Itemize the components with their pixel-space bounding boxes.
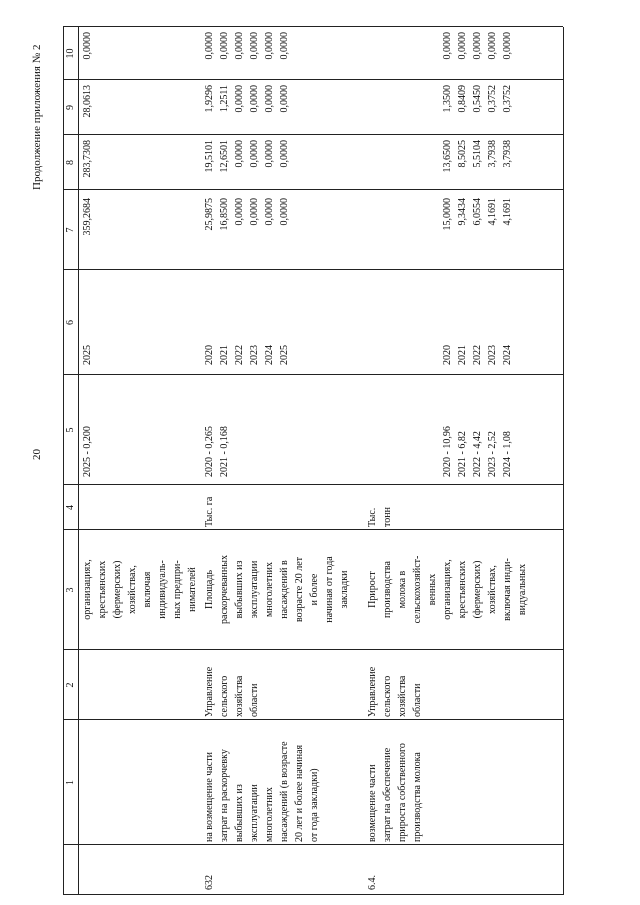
top-target-value: 2025 - 0,200	[82, 426, 93, 477]
top-c9: 28,0613	[82, 85, 93, 118]
row-64-c8: 13,6500 8,5025 5,5104 3,7938 3,7938	[442, 140, 513, 173]
row-64-targets: 2020 - 10,96 2021 - 6,82 2022 - 4,42 2023 - 2,52 2024 - 1,08	[442, 426, 513, 477]
page-number: 20	[31, 449, 43, 460]
col-number-7: 7	[65, 227, 76, 233]
col-number-1: 1	[65, 780, 76, 785]
col-number-5: 5	[65, 427, 76, 433]
row-64-name: возмещение части затрат на обеспечение прироста собственного производства молока	[367, 743, 423, 842]
top-c10: 0,0000	[82, 32, 93, 60]
row-64-c10: 0,0000 0,0000 0,0000 0,0000 0,0000	[442, 32, 513, 60]
col-number-3: 3	[65, 587, 76, 593]
row-632-c9: 1,9296 1,2511 0,0000 0,0000 0,0000 0,0000	[204, 85, 290, 113]
col-number-10: 10	[65, 48, 76, 59]
row-632-targets: 2020 - 0,265 2021 - 0,168	[204, 426, 230, 477]
row-632-unit: Тыс. га	[204, 496, 215, 527]
row-632-number: 632	[204, 875, 215, 890]
row-632-c7: 25,9875 16,8500 0,0000 0,0000 0,0000 0,0000	[204, 198, 290, 231]
col-number-9: 9	[65, 105, 76, 110]
table-border-left	[63, 894, 563, 895]
row-64-number: 6.4.	[367, 875, 378, 890]
row-632-years: 2020 2021 2022 2023 2024 2025	[204, 345, 290, 365]
row-64-c9: 1,3500 0,8409 0,5450 0,3752 0,3752	[442, 85, 513, 113]
col-number-2: 2	[65, 682, 76, 688]
top-indicator-text: организациях, крестьянских (фермерских) хозяйствах, включая индивидуаль- ных предпри- нимателей	[82, 559, 198, 620]
col-number-6: 6	[65, 320, 76, 325]
row-632-c10: 0,0000 0,0000 0,0000 0,0000 0,0000 0,0000	[204, 32, 290, 60]
top-year: 2025	[82, 345, 93, 365]
col-divider-1	[63, 844, 563, 845]
col-divider-3	[63, 649, 563, 650]
col-number-8: 8	[65, 160, 76, 165]
table-border-bottom	[563, 27, 564, 895]
row-64-executor: Управление сельского хозяйства области	[367, 666, 423, 717]
continuation-caption: Продолжение приложения № 2	[31, 44, 43, 190]
table-border-right	[63, 26, 563, 27]
col-divider-6	[63, 374, 563, 375]
top-c8: 283,7308	[82, 140, 93, 178]
top-c7: 359,2684	[82, 198, 93, 236]
row-64-unit: Тыс. тонн	[367, 507, 393, 527]
row-632-name: на возмещение части затрат на раскорчевку выбывших из эксплуатации многолетних насаждений (в возрасте 20 лет и более начиная от года закладки)	[204, 741, 320, 842]
col-number-4: 4	[65, 505, 76, 510]
row-632-executor: Управление сельского хозяйства области	[204, 666, 260, 717]
header-row-divider	[78, 27, 79, 895]
row-64-indicator: Прирост производства молока в сельскохозяйст- венных организациях, крестьянских (фермерских) хозяйствах, включая инди- видуальных	[367, 555, 528, 624]
col-divider-5	[63, 484, 563, 485]
col-divider-4	[63, 529, 563, 530]
row-632-indicator: Площадь раскорчеванных выбывших из эксплуатации многолетних насаждений в возрасте 20 лет и более начиная от года закладки	[204, 555, 350, 624]
row-64-years: 2020 2021 2022 2023 2024	[442, 345, 513, 365]
col-divider-2	[63, 719, 563, 720]
row-64-c7: 15,0000 9,3434 6,0554 4,1691 4,1691	[442, 198, 513, 231]
row-632-c8: 19,5101 12,6501 0,0000 0,0000 0,0000 0,0000	[204, 140, 290, 173]
